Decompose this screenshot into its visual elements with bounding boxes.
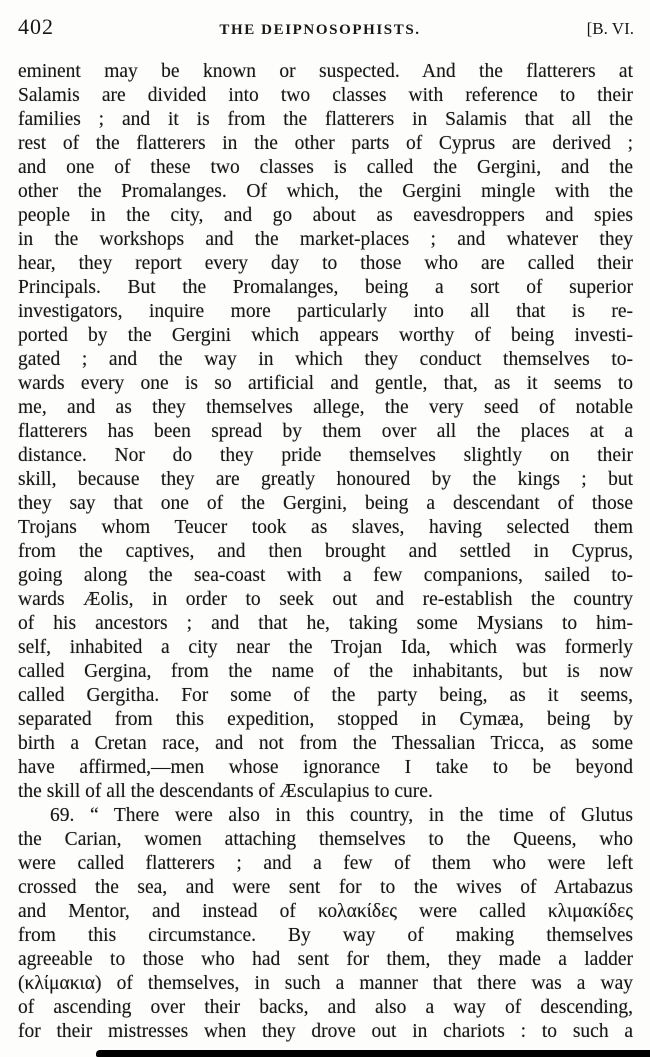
text-line: they say that one of the Gergini, being a descendant of those bbox=[18, 493, 633, 514]
text-line: families ; and it is from the flatterers in Salamis that all the bbox=[18, 109, 633, 130]
text-line: called Gergitha. For some of the party being, as it seems, bbox=[18, 685, 633, 706]
text-line: of his ancestors ; and that he, taking some Mysians to him- bbox=[18, 613, 633, 634]
book-reference: [B. VI. bbox=[586, 19, 634, 38]
text-line: distance. Nor do they pride themselves slightly on their bbox=[18, 445, 633, 466]
text-line: Trojans whom Teucer took as slaves, having selected them bbox=[18, 517, 633, 538]
text-line: were called flatterers ; and a few of them who were left bbox=[18, 853, 633, 874]
text-line: gated ; and the way in which they conduct themselves to- bbox=[18, 349, 633, 370]
running-title: THE DEIPNOSOPHISTS. bbox=[219, 22, 421, 38]
text-line: hear, they report every day to those who are called their bbox=[18, 253, 633, 274]
text-line: Principals. But the Promalanges, being a sort of superior bbox=[18, 277, 633, 298]
page-number: 402 bbox=[18, 14, 54, 39]
text-line: Salamis are divided into two classes with reference to their bbox=[18, 85, 633, 106]
text-line: ported by the Gergini which appears worthy of being investi- bbox=[18, 325, 633, 346]
text-line: birth a Cretan race, and not from the Thessalian Tricca, as some bbox=[18, 733, 633, 754]
text-line: of ascending over their backs, and also a way of descending, bbox=[18, 997, 633, 1018]
running-header bbox=[0, 0, 650, 40]
text-line: and Mentor, and instead of κολακίδες were called κλιμακίδες bbox=[18, 901, 633, 922]
text-line: the Carian, women attaching themselves to the Queens, who bbox=[18, 829, 633, 850]
text-line: self, inhabited a city near the Trojan Ida, which was formerly bbox=[18, 637, 633, 658]
text-line: wards every one is so artificial and gentle, that, as it seems to bbox=[18, 373, 633, 394]
text-line: people in the city, and go about as eavesdroppers and spies bbox=[18, 205, 633, 226]
text-line: from the captives, and then brought and settled in Cyprus, bbox=[18, 541, 633, 562]
text-line: (κλίμακια) of themselves, in such a manner that there was a way bbox=[18, 973, 633, 994]
text-line: eminent may be known or suspected. And the flatterers at bbox=[18, 61, 633, 82]
text-line: called Gergina, from the name of the inhabitants, but is now bbox=[18, 661, 633, 682]
text-line: flatterers has been spread by them over all the places at a bbox=[18, 421, 633, 442]
text-line: have affirmed,—men whose ignorance I take to be beyond bbox=[18, 757, 633, 778]
text-line: wards Æolis, in order to seek out and re-establish the country bbox=[18, 589, 633, 610]
text-line: me, and as they themselves allege, the very seed of notable bbox=[18, 397, 633, 418]
text-line: separated from this expedition, stopped in Cymæa, being by bbox=[18, 709, 633, 730]
scan-artifact-bar bbox=[96, 1050, 650, 1057]
text-line: skill, because they are greatly honoured by the kings ; but bbox=[18, 469, 633, 490]
text-line: going along the sea-coast with a few companions, sailed to- bbox=[18, 565, 633, 586]
text-line: in the workshops and the market-places ; and whatever they bbox=[18, 229, 633, 250]
text-line: investigators, inquire more particularly into all that is re- bbox=[18, 301, 633, 322]
text-line: and one of these two classes is called the Gergini, and the bbox=[18, 157, 633, 178]
text-line: the skill of all the descendants of Æsculapius to cure. bbox=[18, 781, 433, 802]
text-line: agreeable to those who had sent for them, they made a ladder bbox=[18, 949, 633, 970]
text-line: from this circumstance. By way of making themselves bbox=[18, 925, 633, 946]
text-line: rest of the flatterers in the other parts of Cyprus are derived ; bbox=[18, 133, 633, 154]
text-line: other the Promalanges. Of which, the Gergini mingle with the bbox=[18, 181, 633, 202]
text-lines bbox=[18, 60, 633, 1044]
text-line: crossed the sea, and were sent for to the wives of Artabazus bbox=[18, 877, 633, 898]
text-line: 69. “ There were also in this country, in the time of Glutus bbox=[50, 805, 633, 826]
text-line: for their mistresses when they drove out in chariots : to such a bbox=[18, 1021, 633, 1042]
